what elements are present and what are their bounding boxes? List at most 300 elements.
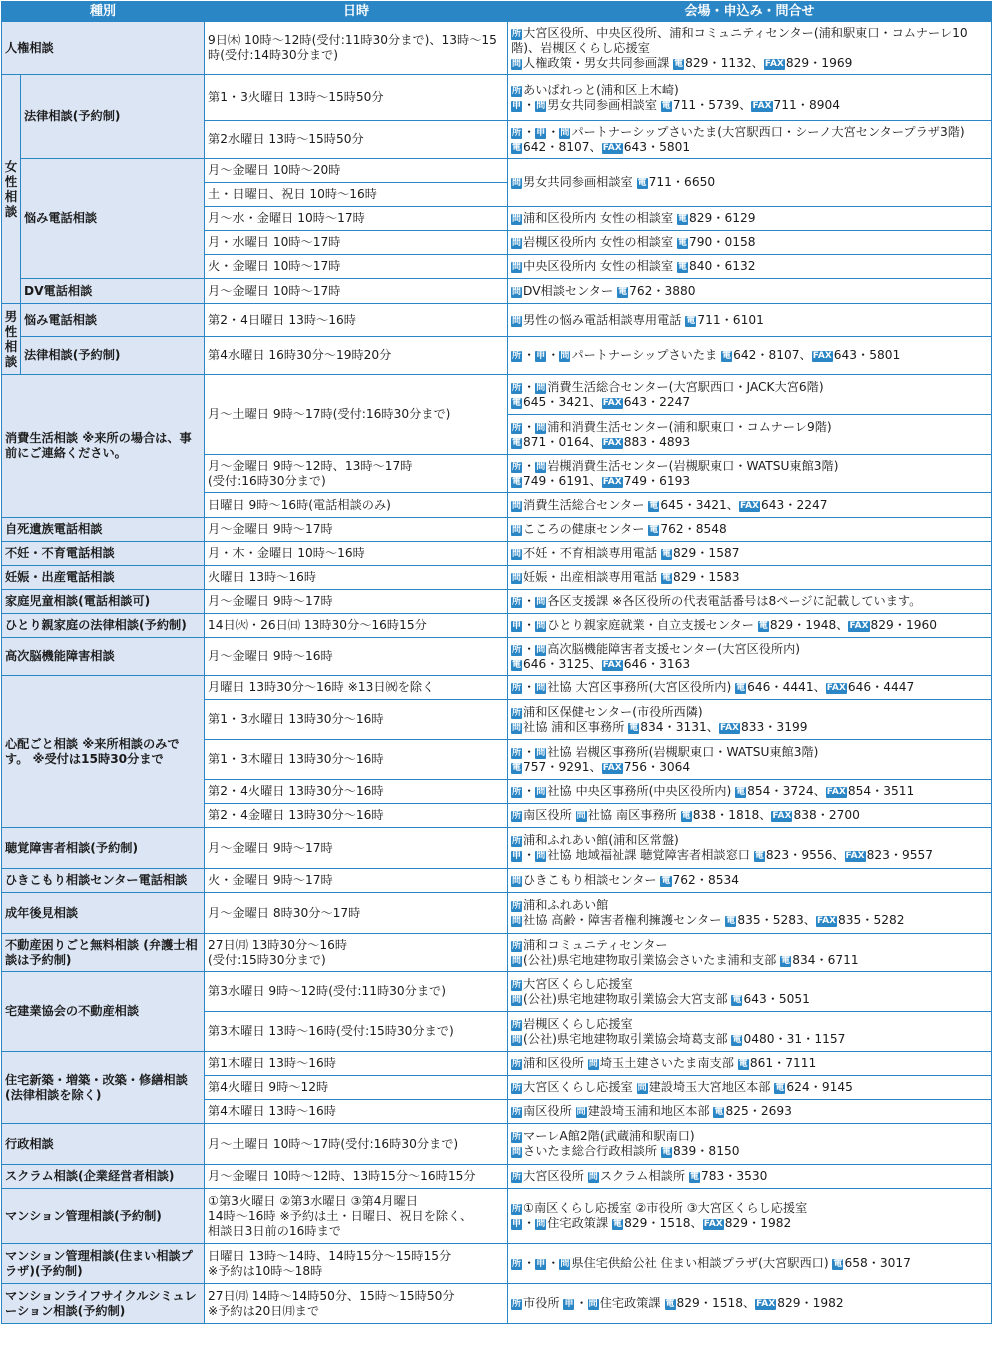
venue-text: 大宮区くらし応援室	[523, 1080, 637, 1094]
category-label: 家庭児童相談(電話相談可)	[5, 594, 151, 608]
venue-text: (公社)県宅地建物取引業協会埼葛支部	[523, 1031, 732, 1046]
venue-cell	[508, 255, 992, 279]
venue-text: 642・8107、	[733, 348, 812, 362]
venue-line	[511, 808, 988, 823]
datetime-line: 月・水曜日 10時～17時	[208, 235, 341, 249]
datetime-line: 14時～16時 ※予約は土・日曜日、祝日を除く、	[208, 1208, 473, 1223]
venue-text: 871・0164、	[523, 434, 602, 449]
venue-tag: 所	[512, 1107, 522, 1117]
phone-tag: 電	[637, 178, 647, 188]
phone-tag: 電	[738, 1059, 748, 1069]
venue-text: ・	[523, 618, 536, 632]
datetime-line: 月～土曜日 9時～17時(受付:16時30分まで)	[208, 407, 451, 421]
phone-tag: 電	[714, 1107, 724, 1117]
category-label: 心配ごと相談 ※来所相談のみです。 ※受付は15時30分まで	[5, 736, 180, 766]
venue-text: ・	[523, 458, 536, 473]
venue-cell	[508, 1100, 992, 1124]
venue-line	[511, 873, 988, 888]
datetime-line: 火曜日 13時～16時	[208, 570, 317, 584]
category-label: マンション管理相談(住まい相談プラザ)(予約制)	[5, 1248, 193, 1278]
datetime-cell	[205, 638, 508, 676]
venue-text: 不妊・不育相談専用電話	[523, 546, 661, 560]
datetime-cell	[205, 22, 508, 75]
category-cell	[2, 518, 205, 542]
datetime-cell	[205, 566, 508, 590]
phone-tag: 電	[512, 437, 522, 448]
venue-line	[511, 474, 988, 489]
venue-text: 756・3064	[623, 759, 691, 774]
venue-cell	[508, 304, 992, 337]
venue-tag: 所	[512, 85, 522, 96]
datetime-cell	[205, 780, 508, 804]
table-row	[2, 676, 992, 700]
datetime-cell	[205, 972, 508, 1012]
datetime-cell	[205, 934, 508, 972]
venue-line	[511, 913, 988, 928]
phone-tag: 電	[686, 315, 696, 326]
datetime-line: 月～金曜日 10時～17時	[208, 283, 341, 298]
fax-tag: FAX	[752, 100, 772, 111]
category-cell	[21, 304, 205, 337]
venue-cell	[508, 590, 992, 614]
inquiry-tag: 問	[512, 286, 522, 297]
venue-cell	[508, 1076, 992, 1100]
venue-line	[511, 395, 988, 410]
venue-text: 大宮区くらし応援室	[523, 976, 633, 991]
venue-text: こころの健康センター	[523, 522, 649, 536]
inquiry-tag: 問	[512, 916, 522, 926]
datetime-line: 日曜日 13時～14時、14時15分～15時15分	[208, 1248, 452, 1263]
datetime-line: 相談日3日前の16時まで	[208, 1223, 341, 1238]
venue-tag: 所	[512, 351, 522, 361]
venue-cell	[508, 518, 992, 542]
venue-text: 南区役所	[523, 1104, 576, 1118]
venue-line	[511, 1080, 988, 1095]
inquiry-tag: 問	[512, 955, 522, 966]
datetime-line: 土・日曜日、祝日 10時～16時	[208, 187, 377, 201]
venue-text: 749・6193	[623, 473, 691, 488]
venue-line	[511, 125, 988, 140]
fax-tag: FAX	[719, 722, 739, 733]
table-row	[2, 75, 992, 121]
table-row	[2, 1284, 992, 1324]
venue-line	[511, 784, 988, 799]
venue-line	[511, 720, 988, 735]
apply-tag: 申	[512, 1219, 522, 1229]
venue-tag: 所	[512, 1059, 522, 1069]
venue-tag: 所	[512, 644, 522, 655]
venue-cell	[508, 493, 992, 518]
venue-text: 646・3163	[623, 656, 691, 671]
table-row	[2, 869, 992, 893]
datetime-cell	[205, 804, 508, 828]
datetime-line: 第1木曜日 13時～16時	[208, 1056, 336, 1070]
inquiry-tag: 問	[536, 787, 546, 797]
venue-tag: 所	[512, 1019, 522, 1030]
venue-text: さいたま総合行政相談所	[523, 1144, 661, 1158]
venue-tag: 所	[512, 1299, 522, 1309]
fax-tag: FAX	[772, 811, 792, 821]
venue-text: 建設埼玉大宮地区本部	[648, 1080, 775, 1094]
inquiry-tag: 問	[576, 1107, 586, 1117]
inquiry-tag: 問	[560, 127, 570, 138]
inquiry-tag: 問	[536, 422, 546, 433]
venue-text: 岩槻消費生活センター(岩槻駅東口・WATSU東館3階)	[547, 458, 839, 473]
consultation-table	[1, 1, 992, 1324]
inquiry-tag: 問	[536, 621, 546, 631]
inquiry-tag: 問	[588, 1059, 598, 1069]
datetime-line: ①第3火曜日 ②第3水曜日 ③第4月曜日	[208, 1193, 419, 1208]
datetime-cell	[205, 75, 508, 121]
venue-line	[511, 98, 988, 113]
venue-text: 社協 地域福祉課 聴覚障害者相談窓口	[547, 848, 754, 862]
category-cell	[21, 337, 205, 375]
phone-tag: 電	[512, 476, 522, 487]
category-label: 不動産困りごと無料相談 (弁護士相談は予約制)	[5, 937, 198, 967]
venue-tag: 所	[512, 1259, 522, 1269]
category-cell	[2, 1189, 205, 1244]
venue-text: 男女共同参画相談室	[523, 175, 637, 189]
venue-text: 854・3511	[847, 784, 915, 798]
datetime-cell	[205, 869, 508, 893]
datetime-line: 第1・3水曜日 13時30分～16時	[208, 712, 384, 726]
inquiry-tag: 問	[536, 747, 546, 758]
table-row	[2, 542, 992, 566]
category-cell	[2, 1284, 205, 1324]
venue-cell	[508, 934, 992, 972]
venue-text: (公社)県宅地建物取引業協会さいたま浦和支部	[523, 952, 781, 967]
phone-tag: 電	[661, 573, 671, 583]
phone-tag: 電	[722, 351, 732, 361]
venue-text: 762・8548	[660, 522, 727, 536]
category-cell	[2, 1052, 205, 1124]
venue-line	[511, 745, 988, 760]
category-cell	[2, 614, 205, 638]
phone-tag: 電	[681, 811, 691, 821]
inquiry-tag: 問	[512, 58, 522, 69]
category-label: マンションライフサイクルシミュレーション相談(予約制)	[5, 1288, 197, 1318]
venue-text: 711・6650	[648, 175, 716, 189]
venue-text: (公社)県宅地建物取引業協会大宮支部	[523, 991, 732, 1006]
venue-text: 岩槻区くらし応援室	[523, 1016, 633, 1031]
category-cell	[21, 75, 205, 159]
venue-cell	[508, 1165, 992, 1189]
apply-tag: 申	[536, 127, 546, 138]
venue-tag: 所	[512, 747, 522, 758]
inquiry-tag: 問	[512, 1034, 522, 1045]
datetime-line: 月・木・金曜日 10時～16時	[208, 546, 365, 560]
venue-text: 社協 南区事務所	[587, 808, 681, 822]
venue-tag: 所	[512, 811, 522, 821]
datetime-cell	[205, 1076, 508, 1100]
venue-line	[511, 348, 988, 363]
datetime-cell	[205, 121, 508, 159]
category-label: 高次脳機能障害相談	[5, 649, 115, 663]
venue-text: 840・6132	[689, 259, 756, 273]
venue-text: 711・8904	[773, 97, 840, 112]
venue-text: ・	[523, 124, 536, 139]
table-row	[2, 518, 992, 542]
category-cell	[2, 638, 205, 676]
venue-tag: 所	[512, 422, 522, 433]
venue-text: ・	[523, 744, 536, 759]
phone-tag: 電	[661, 876, 671, 886]
venue-text: 646・4441、	[747, 680, 826, 694]
datetime-cell	[205, 183, 508, 207]
venue-cell	[508, 1284, 992, 1324]
venue-text: 829・1518、	[624, 1216, 703, 1230]
category-label: DV電話相談	[24, 283, 93, 298]
venue-line	[511, 522, 988, 537]
inquiry-tag: 問	[637, 1083, 647, 1093]
venue-text: 834・6711	[792, 952, 859, 967]
phone-tag: 電	[775, 1083, 785, 1093]
venue-line	[511, 420, 988, 435]
venue-text: 浦和ふれあい館(浦和区常盤)	[523, 833, 679, 847]
venue-line	[511, 848, 988, 863]
venue-line	[511, 83, 988, 98]
venue-line	[511, 1296, 988, 1311]
phone-tag: 電	[726, 916, 736, 926]
venue-text: 大宮区役所、中央区役所、浦和コミュニティセンター(浦和駅東口・コムナーレ10階)、岩槻区くらし応援室	[511, 25, 968, 55]
venue-text: パートナーシップさいたま(大宮駅西口・シーノ大宮センタープラザ3階)	[571, 124, 965, 139]
fax-tag: FAX	[703, 1219, 723, 1229]
fax-tag: FAX	[816, 916, 836, 926]
datetime-line: 第2・4火曜日 13時30分～16時	[208, 784, 384, 798]
venue-text: 854・3724、	[747, 784, 826, 798]
venue-text: 829・1518、	[676, 1296, 756, 1310]
datetime-line: ※予約は20日㈪まで	[208, 1303, 320, 1318]
datetime-cell	[205, 1284, 508, 1324]
venue-text: 823・9556、	[765, 848, 845, 862]
inquiry-tag: 問	[560, 351, 570, 361]
venue-text: ・	[523, 848, 536, 862]
venue-cell	[508, 455, 992, 493]
phone-tag: 電	[678, 238, 688, 248]
table-row	[2, 1124, 992, 1165]
datetime-line: 第2・4日曜日 13時～16時	[208, 312, 356, 327]
table-row	[2, 22, 992, 75]
venue-text: マーレA館2階(武蔵浦和駅南口)	[523, 1129, 695, 1143]
venue-line	[511, 26, 988, 56]
phone-tag: 電	[649, 500, 659, 511]
venue-line	[511, 259, 988, 274]
phone-tag: 電	[512, 142, 522, 153]
venue-text: 835・5283、	[737, 913, 816, 927]
venue-line	[511, 498, 988, 513]
venue-line	[511, 680, 988, 695]
venue-text: 社協 大宮区事務所(大宮区役所内)	[547, 680, 736, 694]
datetime-line: 27日㈪ 14時～14時50分、15時～15時50分	[208, 1288, 455, 1303]
phone-tag: 電	[661, 1147, 671, 1157]
datetime-cell	[205, 1124, 508, 1165]
venue-text: 浦和区保健センター(市役所西隣)	[523, 704, 703, 719]
table-row	[2, 1244, 992, 1284]
venue-text: 643・5801	[623, 139, 691, 154]
venue-cell	[508, 159, 992, 207]
venue-text: 883・4893	[623, 434, 691, 449]
inquiry-tag: 問	[512, 262, 522, 272]
table-row	[2, 1052, 992, 1076]
venue-text: ・	[523, 680, 536, 694]
datetime-line: 月～水・金曜日 10時～17時	[208, 211, 365, 225]
table-row	[2, 893, 992, 934]
venue-cell	[508, 614, 992, 638]
inquiry-tag: 問	[512, 722, 522, 733]
venue-cell	[508, 972, 992, 1012]
inquiry-tag: 問	[536, 1219, 546, 1229]
inquiry-tag: 問	[512, 500, 522, 511]
category-cell	[2, 869, 205, 893]
venue-tag: 所	[512, 707, 522, 718]
table-row	[2, 1189, 992, 1244]
datetime-line: 第1・3火曜日 13時～15時50分	[208, 90, 384, 104]
phone-tag: 電	[661, 549, 671, 559]
datetime-line: 第4水曜日 16時30分～19時20分	[208, 348, 392, 362]
datetime-line: 月～金曜日 10時～12時、13時15分～16時15分	[208, 1169, 476, 1183]
phone-tag: 電	[736, 787, 746, 797]
venue-text: 829・1982	[724, 1216, 792, 1230]
venue-text: 711・6101	[697, 312, 764, 327]
venue-tag: 所	[512, 1083, 522, 1093]
venue-line	[511, 657, 988, 672]
venue-text: 人権政策・男女共同参画課	[523, 55, 674, 70]
inquiry-tag: 問	[512, 876, 522, 886]
datetime-cell	[205, 1244, 508, 1284]
datetime-cell	[205, 740, 508, 780]
venue-line	[511, 992, 988, 1007]
venue-text: 834・3131、	[640, 719, 719, 734]
phone-tag: 電	[689, 1172, 699, 1182]
venue-text: ひとり親家庭就業・自立支援センター	[547, 618, 758, 632]
venue-text: 643・5801	[833, 348, 901, 362]
venue-text: 浦和区役所内 女性の相談室	[523, 211, 678, 225]
venue-cell	[508, 1124, 992, 1165]
phone-tag: 電	[665, 1299, 675, 1309]
inquiry-tag: 問	[536, 100, 546, 111]
inquiry-tag: 問	[536, 851, 546, 861]
venue-text: ・	[523, 641, 536, 656]
apply-tag: 申	[536, 1259, 546, 1269]
datetime-line: 月～金曜日 9時～17時	[208, 594, 333, 608]
venue-line	[511, 211, 988, 226]
venue-text: ・	[575, 1296, 588, 1310]
venue-text: 社協 岩槻区事務所(岩槻駅東口・WATSU東館3階)	[547, 744, 819, 759]
venue-cell	[508, 893, 992, 934]
venue-line	[511, 1169, 988, 1184]
venue-line	[511, 1104, 988, 1119]
venue-line	[511, 284, 988, 299]
category-label: 人権相談	[5, 40, 54, 55]
fax-tag: FAX	[812, 351, 832, 361]
datetime-cell	[205, 1189, 508, 1244]
category-cell	[2, 1244, 205, 1284]
venue-cell	[508, 676, 992, 700]
category-cell	[2, 934, 205, 972]
table-row	[2, 614, 992, 638]
phone-tag: 電	[736, 683, 746, 693]
phone-tag: 電	[781, 955, 791, 966]
category-cell	[2, 972, 205, 1052]
inquiry-tag: 問	[588, 1172, 598, 1182]
category-label: 聴覚障害者相談(予約制)	[5, 840, 139, 855]
venue-tag: 所	[512, 382, 522, 393]
datetime-cell	[205, 159, 508, 183]
phone-tag: 電	[512, 762, 522, 773]
category-cell	[2, 828, 205, 869]
venue-text: 658・3017	[844, 1256, 911, 1270]
table-row	[2, 1165, 992, 1189]
datetime-line: (受付:16時30分まで)	[208, 473, 326, 488]
venue-text: 829・1969	[785, 55, 853, 70]
venue-text: 646・3125、	[523, 656, 602, 671]
datetime-cell	[205, 279, 508, 304]
venue-text: 823・9557	[866, 848, 934, 862]
datetime-cell	[205, 304, 508, 337]
category-label: 住宅新築・増築・改築・修繕相談 (法律相談を除く)	[5, 1072, 188, 1102]
venue-text: ・	[523, 379, 536, 394]
fax-tag: FAX	[602, 659, 622, 670]
venue-text: 829・1982	[777, 1296, 844, 1310]
venue-text: 妊娠・出産相談専用電話	[523, 570, 661, 584]
venue-text: 0480・31・1157	[743, 1031, 846, 1046]
datetime-cell	[205, 542, 508, 566]
venue-tag: 所	[512, 1172, 522, 1182]
phone-tag: 電	[732, 1034, 742, 1045]
venue-text: 829・1960	[870, 618, 937, 632]
venue-text: 埼玉土建さいたま南支部	[599, 1056, 738, 1070]
venue-text: 消費生活総合センター(大宮駅西口・JACK大宮6階)	[547, 379, 824, 394]
datetime-cell	[205, 337, 508, 375]
venue-text: 762・8534	[672, 873, 739, 887]
venue-text: 消費生活総合センター	[523, 497, 649, 512]
venue-line	[511, 546, 988, 561]
venue-line	[511, 1032, 988, 1047]
category-label: 妊娠・出産電話相談	[5, 570, 115, 584]
datetime-line: 第2水曜日 13時～15時50分	[208, 132, 364, 146]
venue-text: 645・3421、	[523, 394, 602, 409]
venue-text: 浦和ふれあい館	[523, 898, 609, 912]
venue-text: 浦和コミュニティセンター	[523, 937, 668, 952]
fax-tag: FAX	[756, 1299, 776, 1309]
fax-tag: FAX	[602, 142, 622, 153]
inquiry-tag: 問	[512, 178, 522, 188]
datetime-line: 月～土曜日 10時～17時(受付:16時30分まで)	[208, 1136, 459, 1151]
venue-text: 861・7111	[749, 1056, 817, 1070]
datetime-cell	[205, 207, 508, 231]
venue-line	[511, 1056, 988, 1071]
category-label: 消費生活相談 ※来所の場合は、事前にご連絡ください。	[5, 431, 192, 460]
venue-tag: 所	[512, 1204, 522, 1214]
venue-text: 757・9291、	[523, 759, 602, 774]
phone-tag: 電	[758, 621, 768, 631]
category-label: マンション管理相談(予約制)	[5, 1208, 162, 1223]
phone-tag: 電	[629, 722, 639, 733]
venue-text: 浦和消費生活センター(浦和駅東口・コムナーレ9階)	[547, 419, 832, 434]
datetime-line: ※予約は10時～18時	[208, 1263, 323, 1278]
datetime-line: 日曜日 9時～16時(電話相談のみ)	[208, 497, 391, 512]
datetime-cell	[205, 676, 508, 700]
table-row	[2, 934, 992, 972]
datetime-line: 第3木曜日 13時～16時(受付:15時30分まで)	[208, 1024, 454, 1038]
table-row	[2, 828, 992, 869]
inquiry-tag: 問	[512, 573, 522, 583]
datetime-cell	[205, 893, 508, 934]
table-row	[2, 972, 992, 1012]
venue-text: 県住宅供給公社 住まい相談プラザ(大宮駅西口)	[571, 1256, 833, 1270]
venue-text: スクラム相談所	[599, 1169, 689, 1183]
table-row	[2, 337, 992, 375]
